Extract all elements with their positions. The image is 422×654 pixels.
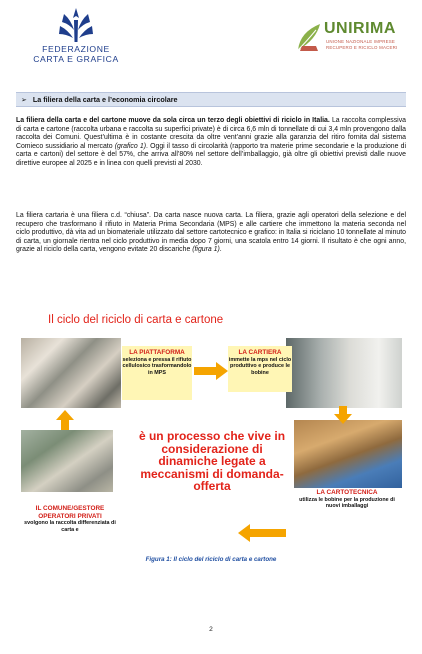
- recycling-cycle-figure: [16, 308, 406, 563]
- step-text: utilizza le bobine per la produzione di nuovi imballaggi: [299, 496, 395, 510]
- step-title: LA CARTIERA: [238, 349, 282, 356]
- section-heading-bar: [16, 92, 406, 107]
- step-municipality: [24, 504, 116, 544]
- step-converting: [292, 488, 402, 518]
- page-header: [16, 6, 406, 72]
- chart-reference: (grafico 1): [114, 142, 147, 150]
- unirima-subtitle-line1: UNIONE NAZIONALE IMPRESE: [326, 39, 395, 44]
- step-platform: [122, 346, 192, 400]
- recycling-platform-photo: [21, 338, 121, 408]
- arrow-bullet-icon: ➢: [21, 96, 27, 104]
- section-title: La filiera della carta e l’economia circolare: [32, 95, 178, 104]
- paragraph-text: . Oggi il tasso di circolarità (rapporto tra materie prime secondarie e la produzione di carta e cartoni) del settore è del 57%, che arriva all’80% nel settore dell’imballaggio, già oltre gli obiettivi previsti dalle nuove direttive europee al 2025 e in linea con quelli previsti al 2030.: [16, 142, 406, 167]
- page-number: 2: [209, 626, 213, 633]
- arrow-up-icon: [56, 410, 74, 430]
- paper-mill-photo: [286, 338, 402, 408]
- paragraph-text: .: [219, 246, 222, 254]
- federazione-name-line2: CARTA E GRAFICA: [33, 54, 119, 64]
- federazione-logo: [16, 6, 136, 64]
- figure-reference: (figura 1): [192, 246, 220, 254]
- step-text: immette la mps nel ciclo produttivo e produce le bobine: [228, 356, 292, 376]
- figure-caption: Figura 1: Il ciclo del riciclo di carta e cartone: [145, 556, 277, 563]
- step-text: seleziona e pressa il rifiuto cellulosico trasformandolo in MPS: [122, 356, 192, 376]
- unirima-logo: [296, 20, 406, 64]
- unirima-subtitle-line2: RECUPERO E RICICLO MACERI: [326, 44, 398, 50]
- paragraph-circular-economy: [16, 117, 406, 169]
- paragraph-text: La filiera cartaria è una filiera c.d. “chiusa”. Da carta nasce nuova carta. La filiera, grazie agli operatori della selezione e del recupero che trasformano il rifiuto in Materia Prima Secondaria (MPS) e alle cartiere che immettono la materia seconda nel ciclo produttivo, dà vita ad un biomateriale utilizzato dal settore cartotecnico e grafico: in Italia si riciclano 10 tonnellate al minuto di carta, un giornale rientra nel ciclo produttivo in media dopo 7 giorni, una scatola entro 14 giorni. Il risultato è che ogni anno, grazie al riciclo della carta, vengono evitate 20 discariche: [16, 212, 406, 254]
- paragraph-closed-chain: [16, 212, 406, 255]
- federazione-name-line1: FEDERAZIONE: [42, 44, 110, 54]
- unirima-subtitle: [326, 39, 397, 50]
- arrow-down-icon: [334, 406, 352, 424]
- unirima-name: UNIRIMA: [324, 20, 396, 37]
- step-title: LA PIATTAFORMA: [129, 349, 185, 356]
- figure-center-text: è un processo che vive in considerazione di dinamiche legate a meccanismi di domanda-offerta: [138, 429, 286, 494]
- step-text: svolgono la raccolta differenziata di carta e: [24, 520, 116, 533]
- packaging-photo: [294, 420, 402, 494]
- step-paper-mill: [228, 346, 292, 392]
- arrow-right-icon: [194, 362, 228, 380]
- step-title: IL COMUNE/GESTORE OPERATORI PRIVATI: [35, 505, 105, 520]
- step-title: LA CARTOTECNICA: [316, 489, 378, 496]
- federazione-emblem-icon: [59, 6, 93, 44]
- paragraph-text: La raccolta complessiva di carta e cartone (raccolta urbana e raccolta su superfici private) è di circa 6,6 mln di tonnellate di cui 3,4 mln provengono dalla raccolta dei Comuni. Quest’ultima è in costante crescita da oltre vent’anni grazie alla garanzia del ritiro fornita dal sistema Comieco sussidiario al mercato: [16, 117, 406, 150]
- collection-bins-photo: [21, 430, 113, 492]
- unirima-leaf-icon: [296, 22, 322, 52]
- paragraph-lead: La filiera della carta e del cartone muove da sola circa un terzo degli obiettivi di riciclo in Italia.: [16, 117, 330, 124]
- figure-title: Il ciclo del riciclo di carta e cartone: [48, 314, 224, 326]
- arrow-left-icon: [238, 524, 286, 542]
